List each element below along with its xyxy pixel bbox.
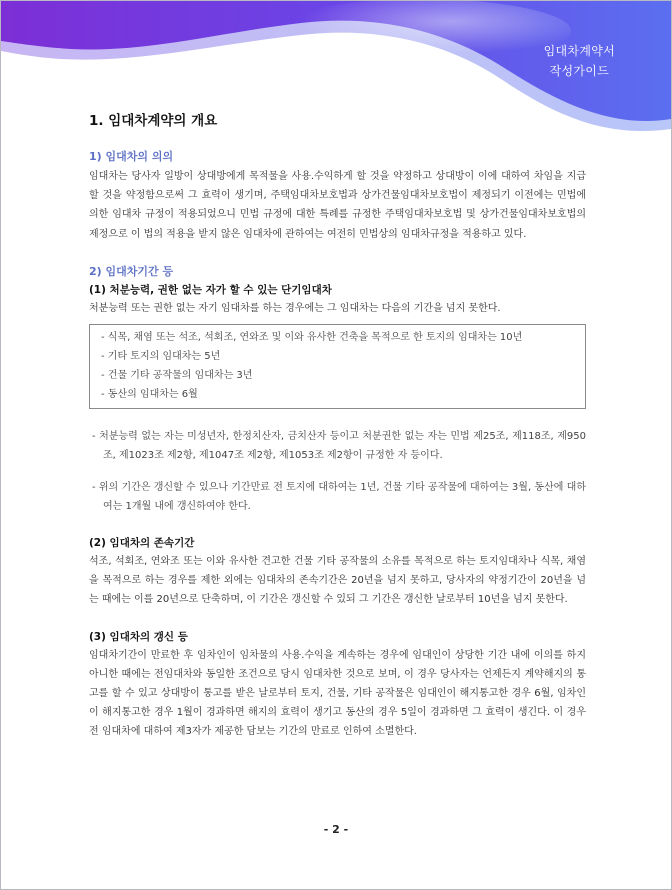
note-renewal: - 위의 기간은 갱신할 수 있으나 기간만료 전 토지에 대하여는 1년, 건물 기타 공작물에 대하여는 3월, 동산에 대하여는 1개월 내에 갱신하여야 한다. [92, 482, 586, 513]
document-header-title [544, 41, 615, 81]
paragraph-duration: 석조, 석회조, 연와조 또는 이와 유사한 견고한 건물 기타 공작물의 소유를 목적으로 하는 토지임대차나 식목, 채염을 목적으로 하는 경우를 제한 외에는 임대차의 존속기간은 20년을 넘지 못하고, 당사자의 약정기간이 20년을 넘는 때에는 이를 20년으로 단축하며, 이 기간은 갱신할 수 있되 그 기간은 갱신한 날로부터 10년을 넘지 못한다. [89, 556, 586, 606]
paragraph-renewal: 임대차기간이 만료한 후 임차인이 임차물의 사용.수익을 계속하는 경우에 임대인이 상당한 기간 내에 이의를 하지 아니한 때에는 전임대차와 동일한 조건으로 당시 임대차한 것으로 보며, 이 경우 당사자는 언제든지 계약해지의 통고를 할 수 있고 상대방이 통고를 받은 날로부터 토지, 건물, 기타 공작물은 임대인이 해지통고한 경우 6월, 임차인이 해지통고한 경우 1월이 경과하면 해지의 효력이 생기고 동산의 경우 5일이 경과하면 그 효력이 생긴다. 이 경우 전 임대차에 대하여 제3자가 제공한 담보는 기간의 만료로 인하여 소멸한다. [89, 649, 586, 738]
box-list-item: - 동산의 임대차는 6월 [101, 389, 198, 401]
box-list-item: - 건물 기타 공작물의 임대차는 3년 [101, 370, 253, 382]
item-heading-duration: (2) 임대차의 존속기간 [89, 537, 195, 550]
note-no-capacity: - 처분능력 없는 자는 미성년자, 한정치산자, 금치산자 등이고 처분권한 없는 자는 민법 제25조, 제118조, 제950조, 제1023조 제2항, 제1047조 제2항, 제1053조 제2항이 규정한 자 등이다. [92, 431, 586, 462]
item-heading-renewal: (3) 임대차의 갱신 등 [89, 630, 188, 643]
document-body [89, 112, 586, 742]
box-list-item: - 식목, 채염 또는 석조, 석회조, 연와조 및 이와 유사한 건축을 목적으로 한 토지의 임대차는 10년 [101, 332, 523, 344]
page-number: - 2 - [323, 823, 349, 836]
paragraph-meaning: 임대차는 당사자 일방이 상대방에게 목적물을 사용.수익하게 할 것을 약정하고 상대방이 이에 대하여 차임을 지급할 것을 약정함으로써 그 효력이 생기며, 주택임대차보호법과 상가건물임대차보호법이 제정되기 이전에는 민법에 의한 임대차 규정이 적용되었으니 민법 규정에 대한 특례를 규정한 주택임대차보호법 및 상가건물임대차보호법의 제정으로 이 법의 적용을 받지 않은 임대차에 관하여는 여전히 민법상의 임대차규정을 적용하고 있다. [89, 171, 586, 240]
section-title: 1. 임대차계약의 개요 [89, 113, 218, 129]
lease-period-box [89, 324, 586, 409]
header-title-line1: 임대차계약서 [543, 44, 615, 58]
header-title-line2: 작성가이드 [549, 64, 610, 78]
subsection-heading-period: 2) 임대차기간 등 [89, 264, 174, 278]
box-list-item: - 기타 토지의 임대차는 5년 [101, 351, 221, 363]
item-heading-short-term-lease: (1) 처분능력, 권한 없는 자가 할 수 있는 단기임대차 [89, 283, 332, 296]
subsection-heading-meaning: 1) 임대차의 의의 [89, 150, 174, 163]
paragraph-short-term-intro: 처분능력 또는 권한 없는 자기 임대차를 하는 경우에는 그 임대차는 다음의 기간을 넘지 못한다. [89, 302, 501, 314]
